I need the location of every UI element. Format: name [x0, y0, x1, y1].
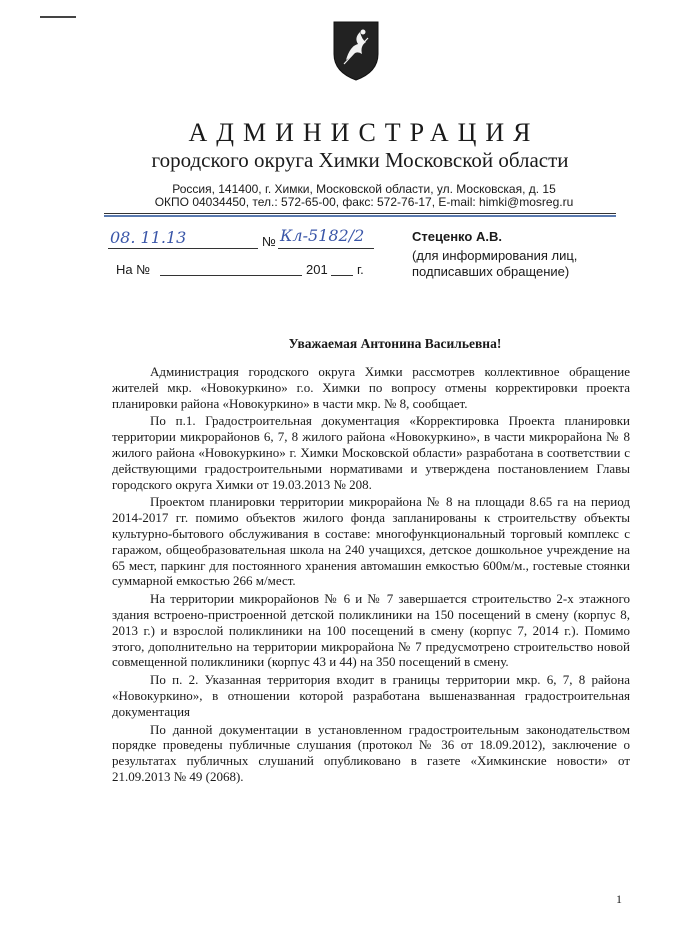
letter-body	[112, 364, 630, 787]
salutation: Уважаемая Антонина Васильевна!	[288, 336, 502, 351]
paragraph: На территории микрорайонов № 6 и № 7 завершается строительство 2-х этажного здания встроено-пристроенной детской поликлиники на 150 посещений в смену (корпус 8, 2013 г.) и взрослой поликлиники на 100 посещений в смену (корпус 7, 2014 г.). Помимо этого, дополнительно на территории микрорайона № 7 предусмотрено строительство новой совмещенной поликлиники (корпус 43 и 44) на 350 посещений в смену.	[112, 591, 630, 670]
org-contacts: ОКПО 04034450, тел.: 572-65-00, факс: 572-76-17, E-mail: himki@mosreg.ru	[154, 195, 574, 209]
paragraph: Администрация городского округа Химки рассмотрев коллективное обращение жителей мкр. «Новокуркино» г.о. Химки по вопросу отмены корректировки проекта планировки района «Новокуркино» в части мкр. № 8, сообщает.	[112, 364, 630, 411]
ref-label: На №	[116, 262, 151, 277]
recipient-name: Стеценко А.В.	[412, 229, 502, 244]
org-subtitle: городского округа Химки Московской области	[151, 148, 569, 172]
org-title: АДМИНИСТРАЦИЯ	[188, 118, 540, 147]
paragraph: Проектом планировки территории микрорайона № 8 на площади 8.65 га на период 2014-2017 гг. помимо объектов жилого фонда запланированы к строительству объекты культурно-бытового обслуживания в составе: многофункциональный торговый комплекс с гаражом, общеобразовательная школа на 240 учащихся, детское дошкольное учреждение на 65 мест, паркинг для постоянного хранения автомашин емкостью 600м/м., гостевые стоянки суммарной емкостью 266 м/мест.	[112, 494, 630, 589]
paragraph: По п. 2. Указанная территория входит в границы территории мкр. 6, 7, 8 района «Новокуркино», в отношении которой разработана вышеназванная градостроительная документация	[112, 672, 630, 719]
year-line	[331, 275, 353, 276]
org-address: Россия, 141400, г. Химки, Московской области, ул. Московская, д. 15	[172, 182, 556, 196]
handwritten-date: 08. 11.13	[110, 228, 187, 247]
number-line	[278, 248, 374, 249]
year-label: 201	[306, 262, 328, 277]
ref-number-line	[160, 275, 302, 276]
recipient-note-1: (для информирования лиц,	[412, 248, 578, 263]
number-label: №	[262, 234, 276, 249]
handwritten-number: Кл-5182/2	[280, 226, 365, 245]
recipient-note-2: подписавших обращение)	[412, 264, 570, 279]
coat-of-arms-icon	[332, 20, 380, 82]
margin-pen-mark	[40, 16, 76, 18]
paragraph: По данной документации в установленном градостроительным законодательством порядке проведены публичные слушания (протокол № 36 от 18.09.2012), заключение о результатах публичных слушаний опубликовано в газете «Химкинские новости» от 21.09.2013 № 49 (2068).	[112, 721, 630, 784]
date-line	[108, 248, 258, 249]
paragraph: По п.1. Градостроительная документация «Корректировка Проекта планировки территории микрорайонов 6, 7, 8 жилого района «Новокуркино», в части микрорайона № 8 жилого района «Новокуркино» г. Химки Московской области» разработана в соответствии с действующими градостроительными нормативами и утверждена постановлением Главы городского округа Химки от 19.03.2013 № 208.	[112, 413, 630, 492]
page-number: 1	[616, 892, 622, 906]
year-suffix: г.	[357, 262, 364, 277]
header-divider	[104, 213, 616, 217]
